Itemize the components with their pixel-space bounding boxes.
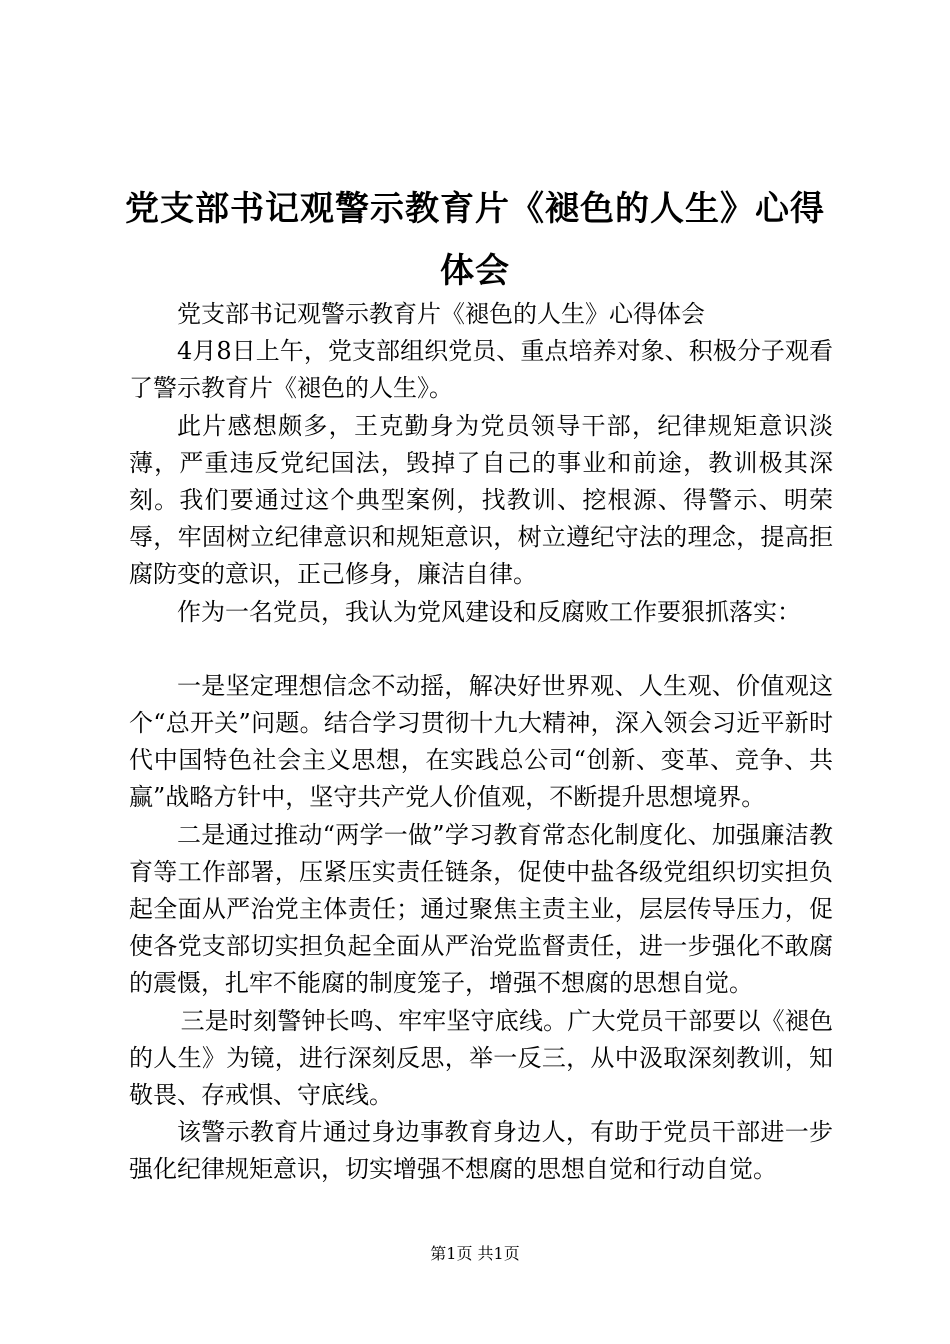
paragraph-subtitle: 党支部书记观警示教育片《褪色的人生》心得体会 — [177, 300, 705, 328]
paragraph-point-three: 三是时刻警钟长鸣、牢牢坚守底线。广大党员干部要以《褪色的人生》为镜，进行深刻反思，举一反三，从中汲取深刻教训，知敬畏、存戒惧、守底线。 — [129, 1006, 833, 1110]
document-title: 党支部书记观警示教育片《褪色的人生》心得体会 — [125, 189, 825, 291]
document-body — [129, 296, 833, 1189]
paragraph-point-two: 二是通过推动“两学一做”学习教育常态化制度化、加强廉洁教育等工作部署，压紧压实责任链条，促使中盐各级党组织切实担负起全面从严治党主体责任；通过聚焦主责主业，层层传导压力，促使各党支部切实担负起全面从严治党监督责任，进一步强化不敢腐的震慑，扎牢不能腐的制度笼子，增强不想腐的思想自觉。 — [129, 820, 833, 998]
paragraph-conclusion: 该警示教育片通过身边事教育身边人，有助于党员干部进一步强化纪律规矩意识，切实增强不想腐的思想自觉和行动自觉。 — [129, 1118, 833, 1184]
page-number-footer: 第1页 共1页 — [430, 1244, 520, 1263]
paragraph-reflection: 此片感想颇多，王克勤身为党员领导干部，纪律规矩意识淡薄，严重违反党纪国法，毁掉了自己的事业和前途，教训极其深刻。我们要通过这个典型案例，找教训、挖根源、得警示、明荣辱，牢固树立纪律意识和规矩意识，树立遵纪守法的理念，提高拒腐防变的意识，正己修身，廉洁自律。 — [129, 411, 833, 589]
paragraph-event: 4月8日上午，党支部组织党员、重点培养对象、积极分子观看了警示教育片《褪色的人生》。 — [129, 337, 833, 403]
paragraph-intro-points: 作为一名党员，我认为党风建设和反腐败工作要狠抓落实： — [177, 597, 801, 626]
paragraph-point-one: 一是坚定理想信念不动摇，解决好世界观、人生观、价值观这个“总开关”问题。结合学习贯彻十九大精神，深入领会习近平新时代中国特色社会主义思想，在实践总公司“创新、变革、竞争、共赢”战略方针中，坚守共产党人价值观，不断提升思想境界。 — [129, 671, 833, 812]
